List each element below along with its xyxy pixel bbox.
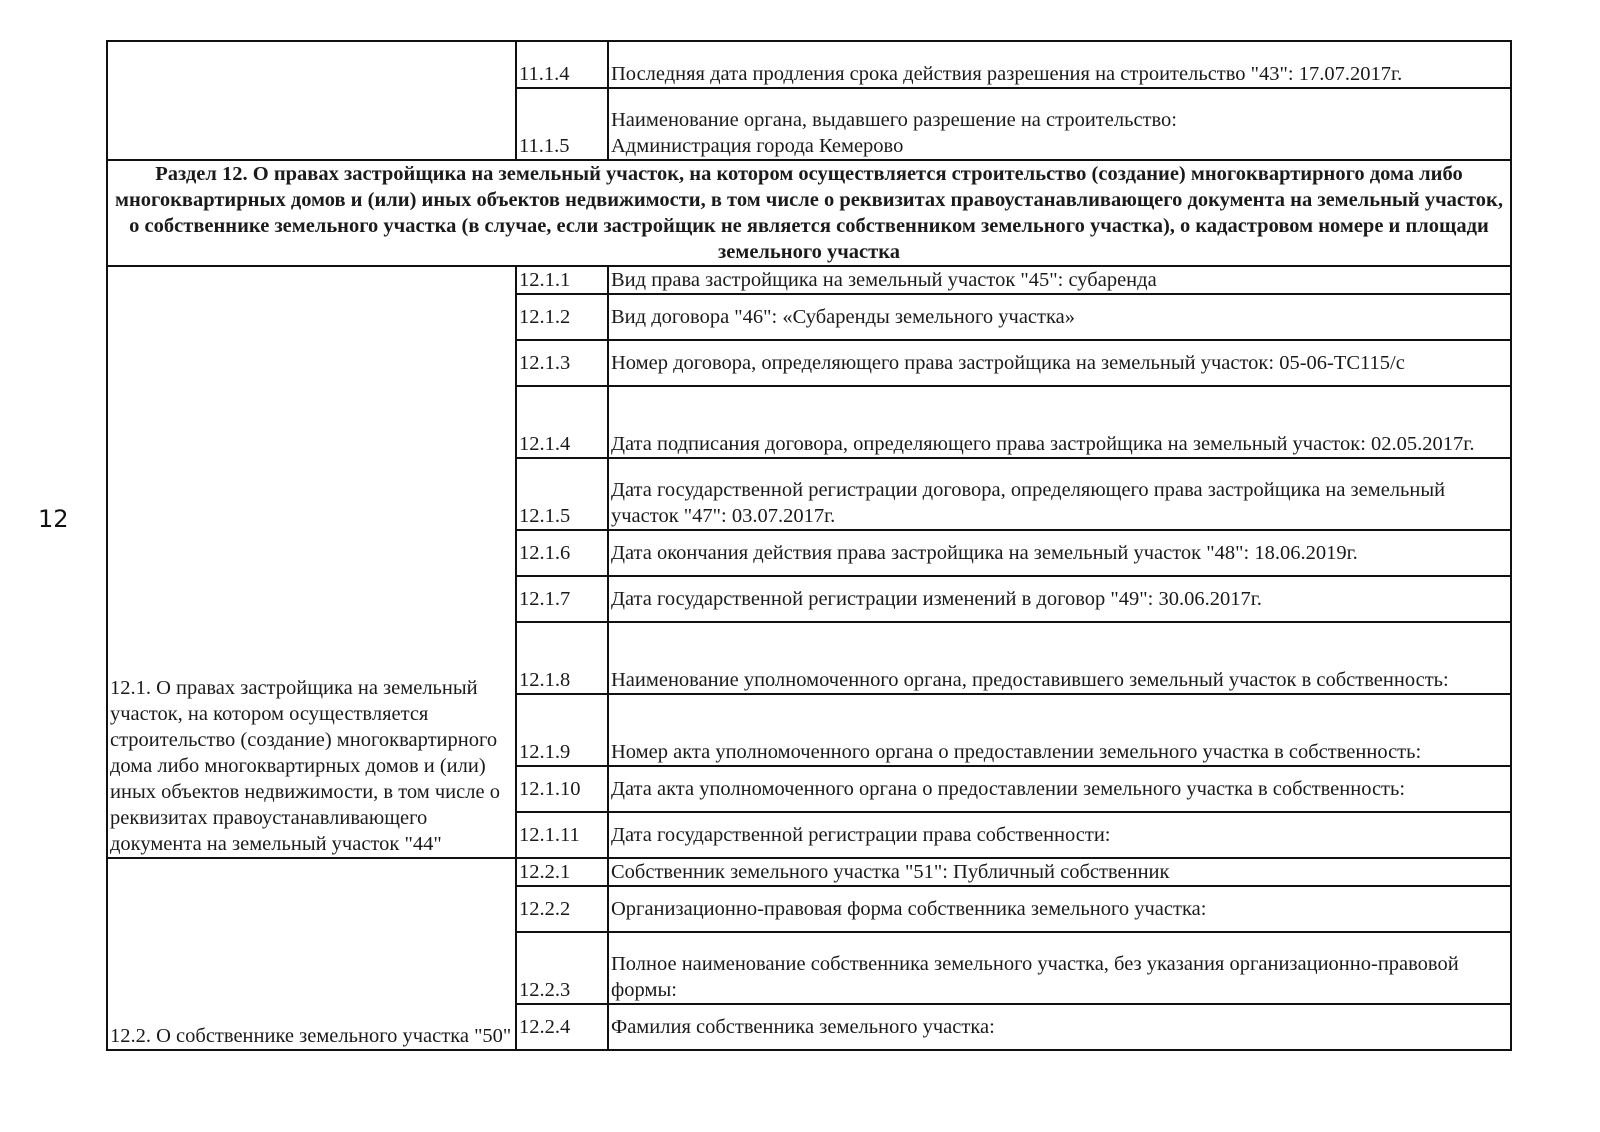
- table-row: [107, 266, 1511, 294]
- row-text: Наименование уполномоченного органа, предоставившего земельный участок в собственность:: [608, 622, 1511, 694]
- row-number: 12.1.9: [516, 694, 608, 766]
- row-number: 12.1.7: [516, 576, 608, 622]
- row-text: Дата государственной регистрации договора, определяющего права застройщика на земельный участок "47": 03.07.2017г.: [608, 458, 1511, 530]
- row-number: 12.2.3: [516, 932, 608, 1004]
- page-number: 12: [38, 505, 69, 533]
- row-text: [608, 88, 1511, 160]
- table-row: [107, 858, 1511, 886]
- empty-left-cell: [107, 41, 516, 160]
- row-text: Дата подписания договора, определяющего права застройщика на земельный участок: 02.05.2017г.: [608, 386, 1511, 458]
- row-number: 12.1.1: [516, 266, 608, 294]
- row-number: 12.2.1: [516, 858, 608, 886]
- row-number: 12.2.4: [516, 1004, 608, 1050]
- row-text: Дата окончания действия права застройщика на земельный участок "48": 18.06.2019г.: [608, 530, 1511, 576]
- section-header-row: [107, 160, 1511, 266]
- row-number: 12.1.8: [516, 622, 608, 694]
- row-text: Вид договора "46": «Субаренды земельного участка»: [608, 294, 1511, 340]
- row-text: Дата акта уполномоченного органа о предоставлении земельного участка в собственность:: [608, 766, 1511, 812]
- row-text: Номер договора, определяющего права застройщика на земельный участок: 05-06-ТС115/с: [608, 340, 1511, 386]
- row-text-line: Наименование органа, выдавшего разрешение на строительство: Администрация города Кемерово: [611, 109, 1177, 157]
- row-number: 12.2.2: [516, 886, 608, 932]
- row-number: 12.1.6: [516, 530, 608, 576]
- row-text: Дата государственной регистрации изменений в договор "49": 30.06.2017г.: [608, 576, 1511, 622]
- row-number: 12.1.2: [516, 294, 608, 340]
- row-number: 12.1.3: [516, 340, 608, 386]
- group-label-12-1: 12.1. О правах застройщика на земельный участок, на котором осуществляется строительство (создание) многоквартирного дома либо многоквартирных домов и (или) иных объектов недвижимости, в том числе о реквизитах правоустанавливающего документа на земельный участок "44": [107, 266, 516, 858]
- row-number: 12.1.11: [516, 812, 608, 858]
- row-number: 12.1.4: [516, 386, 608, 458]
- row-text: Вид права застройщика на земельный участок "45": субаренда: [608, 266, 1511, 294]
- row-text: Последняя дата продления срока действия разрешения на строительство "43": 17.07.2017г.: [608, 41, 1511, 88]
- disclosure-table: [106, 40, 1512, 1051]
- row-text: Фамилия собственника земельного участка:: [608, 1004, 1511, 1050]
- row-text: Дата государственной регистрации права собственности:: [608, 812, 1511, 858]
- row-number: 12.1.10: [516, 766, 608, 812]
- row-text: Собственник земельного участка "51": Публичный собственник: [608, 858, 1511, 886]
- row-text: Номер акта уполномоченного органа о предоставлении земельного участка в собственность:: [608, 694, 1511, 766]
- group-label-12-2: 12.2. О собственнике земельного участка "50": [107, 858, 516, 1050]
- row-text: Организационно-правовая форма собственника земельного участка:: [608, 886, 1511, 932]
- row-number: 11.1.5: [516, 88, 608, 160]
- table-row: [107, 41, 1511, 88]
- row-number: 11.1.4: [516, 41, 608, 88]
- section-header: Раздел 12. О правах застройщика на земельный участок, на котором осуществляется строительство (создание) многоквартирного дома либо многоквартирных домов и (или) иных объектов недвижимости, в том числе о реквизитах правоустанавливающего документа на земельный участок, о собственнике земельного участка (в случае, если застройщик не является собственником земельного участка), о кадастровом номере и площади земельного участка: [107, 160, 1511, 266]
- row-number: 12.1.5: [516, 458, 608, 530]
- row-text: Полное наименование собственника земельного участка, без указания организационно-правовой формы:: [608, 932, 1511, 1004]
